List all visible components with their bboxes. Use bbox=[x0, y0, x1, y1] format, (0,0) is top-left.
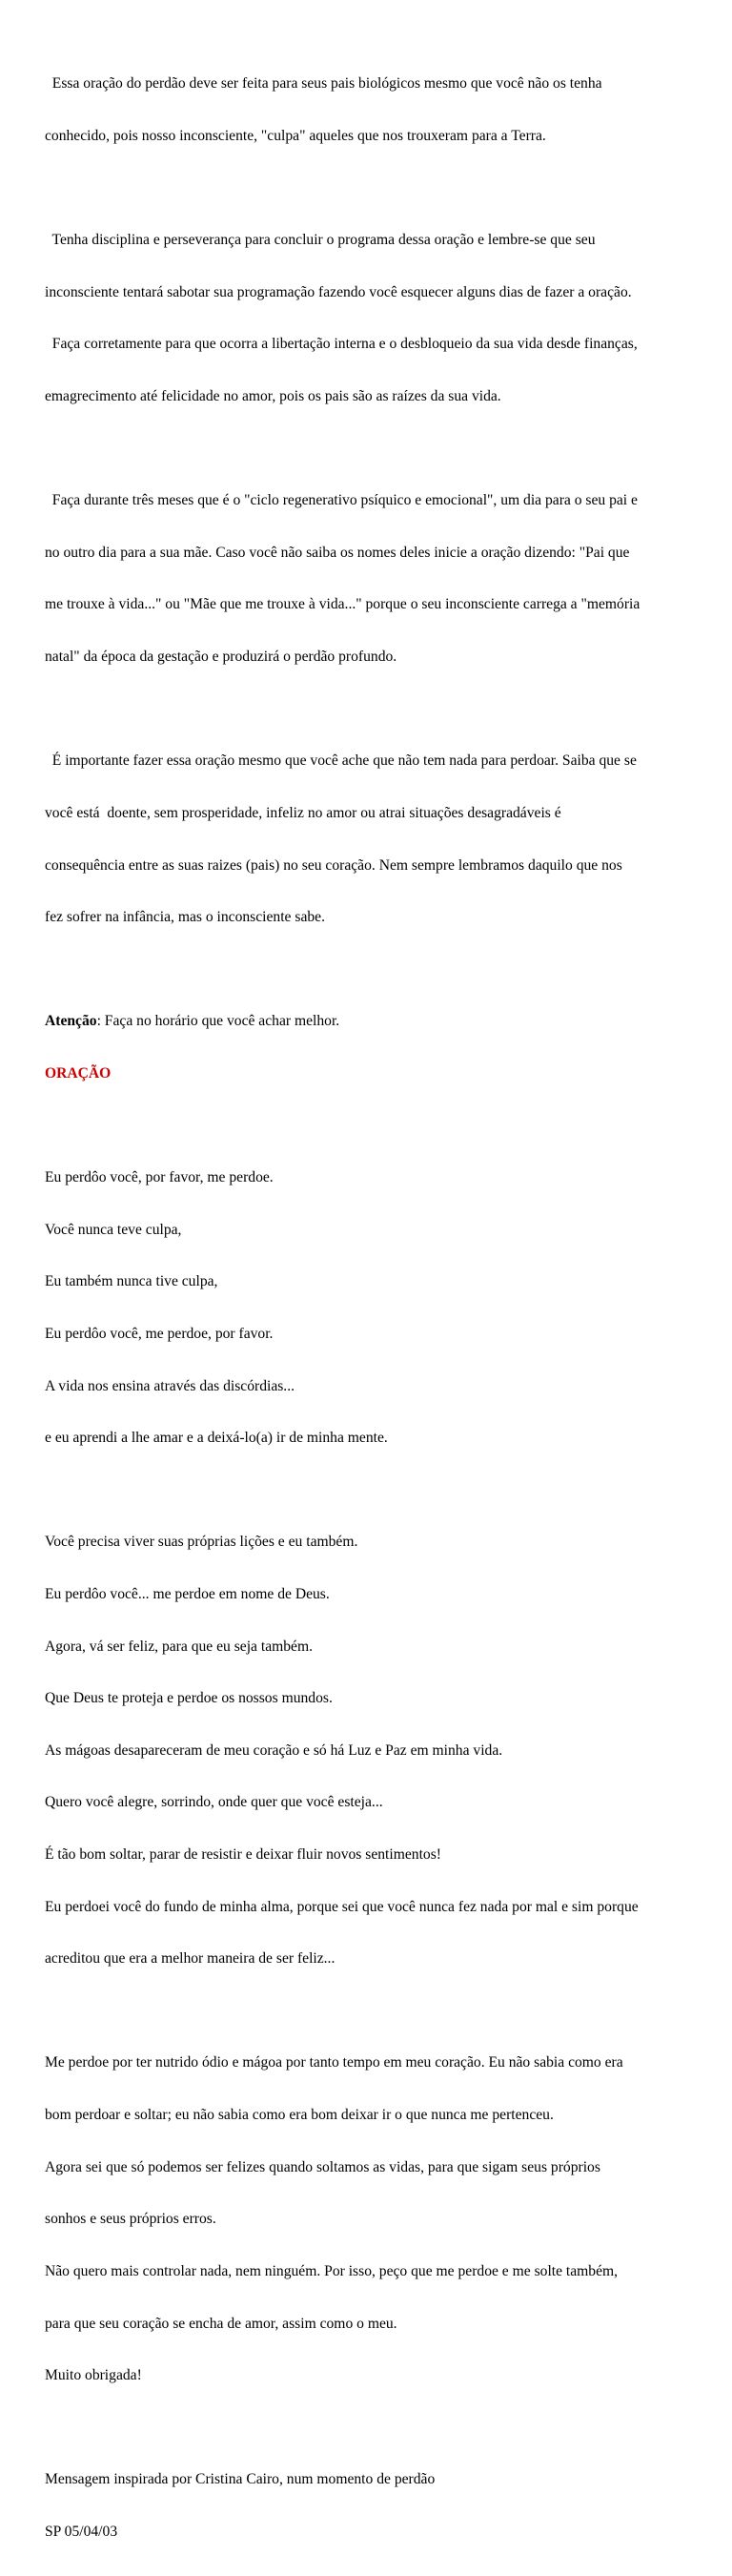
paragraph-gap bbox=[45, 2420, 702, 2437]
text-line: emagrecimento até felicidade no amor, pois os pais são as raízes da sua vida. bbox=[45, 388, 501, 405]
text-line: Eu também nunca tive culpa, bbox=[45, 1273, 218, 1290]
intro-paragraph-2 bbox=[45, 197, 702, 441]
text-line: inconsciente tentará sabotar sua programação fazendo você esquecer alguns dias de fazer a oração. bbox=[45, 283, 632, 300]
text-line: sonhos e seus próprios erros. bbox=[45, 2211, 216, 2228]
document-page bbox=[45, 41, 702, 2576]
text-line: A vida nos ensina através das discórdias... bbox=[45, 1377, 295, 1394]
prayer-stanza-1 bbox=[45, 1135, 702, 1482]
prayer-stanza-2 bbox=[45, 1499, 702, 2003]
text-line: e eu aprendi a lhe amar e a deixá-lo(a) ir de minha mente. bbox=[45, 1430, 388, 1447]
text-line: As mágoas desapareceram de meu coração e só há Luz e Paz em minha vida. bbox=[45, 1741, 503, 1759]
footer-credit bbox=[45, 2437, 702, 2576]
text-line: Eu perdoei você do fundo de minha alma, porque sei que você nunca fez nada por mal e sim porque bbox=[45, 1898, 639, 1915]
text-line: Muito obrigada! bbox=[45, 2367, 142, 2384]
credit-line: Mensagem inspirada por Cristina Cairo, num momento de perdão bbox=[45, 2471, 436, 2488]
attention-text: : Faça no horário que você achar melhor. bbox=[96, 1013, 340, 1030]
text-line: Faça durante três meses que é o "ciclo regenerativo psíquico e emocional", um dia para o seu pai e bbox=[45, 492, 638, 509]
text-line: Que Deus te proteja e perdoe os nossos mundos. bbox=[45, 1690, 333, 1707]
text-line: no outro dia para a sua mãe. Caso você não saiba os nomes deles inicie a oração dizendo: "Pai que bbox=[45, 544, 630, 561]
text-line: Não quero mais controlar nada, nem ninguém. Por isso, peço que me perdoe e me solte também, bbox=[45, 2262, 619, 2279]
text-line: Você nunca teve culpa, bbox=[45, 1221, 182, 1238]
text-line: Eu perdôo você, por favor, me perdoe. bbox=[45, 1169, 274, 1186]
paragraph-gap bbox=[45, 441, 702, 458]
text-line: fez sofrer na infância, mas o inconsciente sabe. bbox=[45, 909, 325, 926]
text-line: natal" da época da gestação e produzirá o perdão profundo. bbox=[45, 649, 397, 666]
text-line: me trouxe à vida..." ou "Mãe que me trouxe à vida..." porque o seu inconsciente carrega a "memória bbox=[45, 596, 640, 613]
prayer-stanza-3 bbox=[45, 2020, 702, 2420]
text-line: conhecido, pois nosso inconsciente, "culpa" aqueles que nos trouxeram para a Terra. bbox=[45, 128, 546, 145]
date-line: SP 05/04/03 bbox=[45, 2523, 118, 2540]
text-line: você está doente, sem prosperidade, infeliz no amor ou atrai situações desagradáveis é bbox=[45, 804, 561, 821]
paragraph-gap bbox=[45, 961, 702, 979]
text-line: consequência entre as suas raizes (pais) no seu coração. Nem sempre lembramos daquilo que nos bbox=[45, 856, 622, 874]
text-line: Tenha disciplina e perseverança para concluir o programa dessa oração e lembre-se que seu bbox=[45, 232, 596, 249]
text-line: Você precisa viver suas próprias lições e eu também. bbox=[45, 1534, 358, 1551]
intro-paragraph-3 bbox=[45, 458, 702, 701]
text-line: para que seu coração se encha de amor, assim como o meu. bbox=[45, 2315, 397, 2332]
intro-paragraph-4 bbox=[45, 718, 702, 961]
text-line: bom perdoar e soltar; eu não sabia como era bom deixar ir o que nunca me pertenceu. bbox=[45, 2107, 554, 2124]
paragraph-gap bbox=[45, 1482, 702, 1499]
paragraph-gap bbox=[45, 701, 702, 718]
paragraph-gap bbox=[45, 1118, 702, 1135]
prayer-title: ORAÇÃO bbox=[45, 1064, 112, 1082]
text-line: Quero você alegre, sorrindo, onde quer que você esteja... bbox=[45, 1794, 383, 1811]
text-line: Eu perdôo você, me perdoe, por favor. bbox=[45, 1325, 274, 1342]
text-line: É tão bom soltar, parar de resistir e deixar fluir novos sentimentos! bbox=[45, 1846, 441, 1864]
intro-paragraph-1 bbox=[45, 41, 702, 180]
text-line: Agora sei que só podemos ser felizes quando soltamos as vidas, para que sigam seus próprios bbox=[45, 2158, 600, 2175]
attention-label: Atenção bbox=[45, 1013, 97, 1030]
attention-note bbox=[45, 979, 702, 1118]
text-line: Me perdoe por ter nutrido ódio e mágoa por tanto tempo em meu coração. Eu não sabia como era bbox=[45, 2054, 623, 2071]
paragraph-gap bbox=[45, 180, 702, 197]
paragraph-gap bbox=[45, 2003, 702, 2020]
text-line: Faça corretamente para que ocorra a libertação interna e o desbloqueio da sua vida desde finanças, bbox=[45, 336, 638, 353]
text-line: Eu perdôo você... me perdoe em nome de Deus. bbox=[45, 1585, 330, 1602]
text-line: Essa oração do perdão deve ser feita para seus pais biológicos mesmo que você não os tenha bbox=[45, 75, 602, 93]
text-line: É importante fazer essa oração mesmo que você ache que não tem nada para perdoar. Saiba que se bbox=[45, 752, 637, 770]
text-line: Agora, vá ser feliz, para que eu seja também. bbox=[45, 1638, 313, 1655]
text-line: acreditou que era a melhor maneira de ser feliz... bbox=[45, 1950, 336, 1968]
